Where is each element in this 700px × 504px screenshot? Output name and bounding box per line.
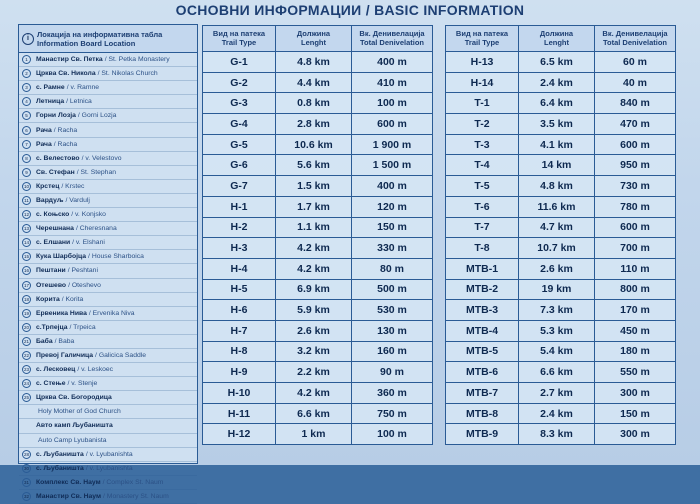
location-name-mk: Черешнана [36, 225, 74, 233]
denivelation-cell: 400 m [352, 176, 433, 197]
trail-type-cell: T-8 [446, 238, 519, 259]
denivelation-cell: 410 m [352, 72, 433, 93]
table-row [446, 300, 676, 321]
length-cell: 0.8 km [276, 93, 352, 114]
location-name-mk: Корита [36, 295, 60, 303]
length-cell: 4.4 km [276, 72, 352, 93]
location-number: 5 [22, 111, 31, 120]
location-name-en: / Ervenika Niva [88, 309, 135, 317]
table-row [203, 300, 433, 321]
location-row [19, 264, 197, 278]
trail-type-cell: G-2 [203, 72, 276, 93]
length-cell: 1 km [276, 424, 352, 445]
location-row [19, 152, 197, 166]
trail-type-cell: H-3 [203, 238, 276, 259]
length-cell: 4.2 km [276, 383, 352, 404]
header-denivelation: Вк. Денивелација Total Denivelation [352, 26, 433, 52]
location-row [19, 307, 197, 321]
location-row [19, 222, 197, 236]
table-row [203, 114, 433, 135]
location-name-en: / v. Stenje [67, 380, 98, 388]
location-row [19, 208, 197, 222]
denivelation-cell: 840 m [595, 93, 676, 114]
location-name-mk: Вардуљ [36, 196, 64, 204]
location-row [19, 194, 197, 208]
location-name-mk: Комплекс Св. Наум [36, 478, 101, 486]
location-number: 16 [23, 268, 29, 274]
trail-type-cell: G-6 [203, 155, 276, 176]
location-row [19, 335, 197, 349]
denivelation-cell: 550 m [595, 362, 676, 383]
length-cell: 5.9 km [276, 300, 352, 321]
table-row [203, 279, 433, 300]
locations-panel [18, 24, 198, 500]
location-name-en: / St. Stephan [76, 168, 117, 176]
denivelation-cell: 80 m [352, 258, 433, 279]
denivelation-cell: 530 m [352, 300, 433, 321]
denivelation-cell: 730 m [595, 176, 676, 197]
location-name-mk: Манастир Св. Наум [36, 492, 102, 500]
location-name-mk: Отешево [36, 281, 67, 289]
location-name-en: Holy Mother of God Church [38, 408, 121, 416]
denivelation-cell: 700 m [595, 238, 676, 259]
location-row [19, 95, 197, 109]
location-row [19, 293, 197, 307]
denivelation-cell: 150 m [352, 217, 433, 238]
location-number: 30 [23, 465, 29, 471]
trail-type-cell: G-1 [203, 52, 276, 73]
length-cell: 4.8 km [276, 52, 352, 73]
location-row [19, 180, 197, 194]
length-cell: 5.4 km [519, 341, 595, 362]
location-name-mk: Пештани [36, 267, 66, 275]
location-number: 18 [23, 296, 29, 302]
location-row [19, 349, 197, 363]
location-number: 32 [23, 493, 29, 499]
location-row [19, 419, 197, 433]
location-name-mk: с. Велестово [36, 154, 80, 162]
table-row [446, 258, 676, 279]
length-cell: 2.6 km [276, 320, 352, 341]
location-row [19, 434, 197, 448]
table-row [446, 403, 676, 424]
length-cell: 6.5 km [519, 52, 595, 73]
location-name-mk: Св. Стефан [36, 168, 75, 176]
denivelation-cell: 300 m [595, 424, 676, 445]
location-name-en: / Korita [61, 295, 84, 303]
location-name-en: / Vardulj [65, 196, 90, 204]
location-name-mk: Ервеника Нива [36, 309, 87, 317]
board-title: ОСНОВНИ ИНФОРМАЦИИ / BASIC INFORMATION [175, 2, 525, 18]
location-name-mk: Баба [36, 337, 53, 345]
table-row [203, 403, 433, 424]
length-cell: 4.2 km [276, 258, 352, 279]
length-cell: 1.1 km [276, 217, 352, 238]
denivelation-cell: 330 m [352, 238, 433, 259]
table-row [446, 279, 676, 300]
location-number: 7 [22, 140, 31, 149]
info-icon: i [22, 33, 34, 45]
location-name-mk: с. Љубаништа [36, 464, 84, 472]
length-cell: 2.2 km [276, 362, 352, 383]
location-name-mk: с. Љубаништа [36, 450, 84, 458]
location-name-en: / Racha [53, 126, 78, 134]
denivelation-cell: 450 m [595, 320, 676, 341]
location-row [19, 321, 197, 335]
length-cell: 6.6 km [519, 362, 595, 383]
location-row [19, 109, 197, 123]
location-number: 19 [23, 310, 29, 316]
denivelation-cell: 750 m [352, 403, 433, 424]
trail-type-cell: G-7 [203, 176, 276, 197]
denivelation-cell: 100 m [352, 93, 433, 114]
denivelation-cell: 170 m [595, 300, 676, 321]
table-row [203, 134, 433, 155]
length-cell: 1.7 km [276, 196, 352, 217]
header-length: Должина Lenght [276, 26, 352, 52]
denivelation-cell: 40 m [595, 72, 676, 93]
location-number: 2 [22, 69, 31, 78]
location-row [19, 53, 197, 67]
denivelation-cell: 500 m [352, 279, 433, 300]
location-name-en: / House Sharboica [88, 253, 144, 261]
table-row [446, 383, 676, 404]
trail-type-cell: T-6 [446, 196, 519, 217]
location-name-en: / v. Leskoec [77, 366, 114, 374]
trail-type-cell: T-7 [446, 217, 519, 238]
denivelation-cell: 1 900 m [352, 134, 433, 155]
location-name-mk: Летница [36, 98, 65, 106]
trails-table-left [202, 25, 433, 445]
table-row [203, 155, 433, 176]
location-name-en: / Trpeica [69, 323, 96, 331]
trail-type-cell: MTB-3 [446, 300, 519, 321]
location-row [19, 363, 197, 377]
location-name-en: / Gorni Lozja [77, 112, 117, 120]
location-number: 9 [22, 168, 31, 177]
trail-type-cell: T-4 [446, 155, 519, 176]
location-name-mk: с. Коњско [36, 211, 70, 219]
location-number: 25 [23, 395, 29, 401]
location-name-en: / v. Ramne [66, 84, 100, 92]
location-name-en: / St. Petka Monastery [104, 56, 170, 64]
trail-type-cell: MTB-6 [446, 362, 519, 383]
header-length: Должина Lenght [519, 26, 595, 52]
trail-type-cell: H-12 [203, 424, 276, 445]
location-name-en: / Peshtani [67, 267, 98, 275]
denivelation-cell: 300 m [595, 383, 676, 404]
denivelation-cell: 600 m [352, 114, 433, 135]
table-row [203, 72, 433, 93]
trail-type-cell: G-3 [203, 93, 276, 114]
table-row [203, 362, 433, 383]
location-number: 3 [22, 83, 31, 92]
table-row [446, 176, 676, 197]
length-cell: 2.4 km [519, 403, 595, 424]
location-name-mk: с. Стење [36, 380, 66, 388]
table-row [203, 217, 433, 238]
location-name-mk: Превој Галичица [36, 352, 94, 360]
location-name-mk: Црква Св. Никола [36, 70, 96, 78]
trail-type-cell: MTB-2 [446, 279, 519, 300]
location-name-mk: с. Рамне [36, 84, 65, 92]
location-name-en: / Galicica Saddle [95, 352, 147, 360]
location-name-mk: Манастир Св. Петка [36, 56, 103, 64]
table-row [203, 176, 433, 197]
location-name-mk: с. Лесковец [36, 366, 76, 374]
table-row [203, 238, 433, 259]
length-cell: 4.8 km [519, 176, 595, 197]
length-cell: 19 km [519, 279, 595, 300]
location-number: 31 [23, 479, 29, 485]
location-name-en: / Baba [54, 337, 75, 345]
table-row [446, 424, 676, 445]
table-row [203, 93, 433, 114]
table-row [446, 114, 676, 135]
length-cell: 11.6 km [519, 196, 595, 217]
trail-type-cell: H-2 [203, 217, 276, 238]
denivelation-cell: 110 m [595, 258, 676, 279]
length-cell: 4.2 km [276, 238, 352, 259]
table-row [203, 341, 433, 362]
location-row [19, 476, 197, 490]
length-cell: 3.5 km [519, 114, 595, 135]
location-name-en: / Krstec [61, 182, 85, 190]
table-row [446, 72, 676, 93]
trail-type-cell: MTB-9 [446, 424, 519, 445]
location-row [19, 81, 197, 95]
location-name-en: / v. Velestovo [81, 154, 122, 162]
denivelation-cell: 600 m [595, 217, 676, 238]
location-number: 1 [22, 55, 31, 64]
location-number: 6 [22, 126, 31, 135]
table-row [446, 238, 676, 259]
trail-type-cell: MTB-4 [446, 320, 519, 341]
denivelation-cell: 780 m [595, 196, 676, 217]
location-row [19, 67, 197, 81]
locations-header [19, 25, 197, 53]
location-row [19, 250, 197, 264]
location-row [19, 462, 197, 476]
location-name-mk: Кука Шарбојца [36, 253, 87, 261]
location-row [19, 138, 197, 152]
length-cell: 5.3 km [519, 320, 595, 341]
length-cell: 5.6 km [276, 155, 352, 176]
denivelation-cell: 60 m [595, 52, 676, 73]
location-name-en: / v. Elshani [72, 239, 105, 247]
length-cell: 3.2 km [276, 341, 352, 362]
length-cell: 2.8 km [276, 114, 352, 135]
location-number: 4 [22, 97, 31, 106]
denivelation-cell: 130 m [352, 320, 433, 341]
table-row [203, 383, 433, 404]
table-row [203, 320, 433, 341]
denivelation-cell: 400 m [352, 52, 433, 73]
table-row [446, 341, 676, 362]
locations-header-en: Information Board Location [37, 38, 136, 48]
denivelation-cell: 160 m [352, 341, 433, 362]
location-name-en: / Complex St. Naum [102, 478, 164, 486]
location-name-mk: Крстец [36, 182, 60, 190]
trail-type-cell: H-6 [203, 300, 276, 321]
trails-table-right [445, 25, 676, 445]
trail-type-cell: H-8 [203, 341, 276, 362]
location-number: 13 [23, 226, 29, 232]
location-number: 8 [22, 154, 31, 163]
length-cell: 4.1 km [519, 134, 595, 155]
header-trail-type: Вид на патека Trail Type [203, 26, 276, 52]
location-number: 24 [23, 381, 29, 387]
location-name-en: / Letnica [66, 98, 92, 106]
location-number: 23 [23, 367, 29, 373]
trail-type-cell: H-1 [203, 196, 276, 217]
trail-type-cell: H-9 [203, 362, 276, 383]
header-denivelation: Вк. Денивелација Total Denivelation [595, 26, 676, 52]
denivelation-cell: 120 m [352, 196, 433, 217]
trail-type-cell: H-11 [203, 403, 276, 424]
location-name-mk: Авто камп Љубаништа [36, 422, 113, 430]
location-name-en: / Monastery St. Naum [103, 492, 169, 500]
location-row [19, 123, 197, 137]
trail-type-cell: H-4 [203, 258, 276, 279]
table-row [446, 93, 676, 114]
location-name-en: / v. Lyubanishta [85, 464, 133, 472]
location-name-mk: Црква Св. Богородица [36, 394, 112, 402]
trail-type-cell: H-10 [203, 383, 276, 404]
trail-type-cell: H-14 [446, 72, 519, 93]
table-row [203, 258, 433, 279]
length-cell: 4.7 km [519, 217, 595, 238]
length-cell: 1.5 km [276, 176, 352, 197]
trail-type-cell: H-5 [203, 279, 276, 300]
location-number: 12 [23, 212, 29, 218]
length-cell: 10.7 km [519, 238, 595, 259]
length-cell: 6.9 km [276, 279, 352, 300]
locations-list [19, 53, 197, 504]
location-number: 21 [23, 338, 29, 344]
denivelation-cell: 150 m [595, 403, 676, 424]
denivelation-cell: 100 m [352, 424, 433, 445]
length-cell: 2.4 km [519, 72, 595, 93]
table-row [446, 362, 676, 383]
denivelation-cell: 800 m [595, 279, 676, 300]
denivelation-cell: 600 m [595, 134, 676, 155]
denivelation-cell: 470 m [595, 114, 676, 135]
location-row [19, 448, 197, 462]
location-number: 10 [23, 183, 29, 189]
table-row [446, 155, 676, 176]
trail-type-cell: G-4 [203, 114, 276, 135]
table-row [446, 52, 676, 73]
trail-type-cell: G-5 [203, 134, 276, 155]
trail-type-cell: MTB-5 [446, 341, 519, 362]
length-cell: 14 km [519, 155, 595, 176]
trail-type-cell: T-3 [446, 134, 519, 155]
denivelation-cell: 950 m [595, 155, 676, 176]
trail-type-cell: T-2 [446, 114, 519, 135]
length-cell: 10.6 km [276, 134, 352, 155]
trail-type-cell: MTB-8 [446, 403, 519, 424]
location-name-mk: Рача [36, 140, 52, 148]
location-number: 15 [23, 254, 29, 260]
location-number: 22 [23, 353, 29, 359]
location-number: 28 [23, 451, 29, 457]
location-number: 17 [23, 282, 29, 288]
trail-type-cell: H-7 [203, 320, 276, 341]
table-row [446, 134, 676, 155]
table-row [446, 320, 676, 341]
location-name-mk: с.Трпејца [36, 323, 68, 331]
table-row [203, 424, 433, 445]
location-name-en: / v. Konjsko [71, 211, 106, 219]
table-row [203, 196, 433, 217]
length-cell: 6.6 km [276, 403, 352, 424]
location-row [19, 391, 197, 405]
header-trail-type: Вид на патека Trail Type [446, 26, 519, 52]
length-cell: 2.6 km [519, 258, 595, 279]
location-row [19, 405, 197, 419]
length-cell: 8.3 km [519, 424, 595, 445]
location-row [19, 490, 197, 504]
table-row [446, 196, 676, 217]
locations-header-mk: Локација на информативна табла [37, 29, 163, 39]
location-row [19, 279, 197, 293]
location-row [19, 236, 197, 250]
location-row [19, 377, 197, 391]
denivelation-cell: 1 500 m [352, 155, 433, 176]
table-row [446, 217, 676, 238]
length-cell: 2.7 km [519, 383, 595, 404]
location-name-en: Auto Camp Lyubanista [38, 436, 107, 444]
trail-type-cell: MTB-7 [446, 383, 519, 404]
location-name-en: / v. Lyubanishta [85, 450, 133, 458]
trail-type-cell: H-13 [446, 52, 519, 73]
location-number: 20 [23, 324, 29, 330]
location-name-en: / Cheresnana [75, 225, 117, 233]
location-name-mk: Рача [36, 126, 52, 134]
table-row [203, 52, 433, 73]
location-number: 14 [23, 240, 29, 246]
denivelation-cell: 90 m [352, 362, 433, 383]
length-cell: 7.3 km [519, 300, 595, 321]
denivelation-cell: 180 m [595, 341, 676, 362]
location-name-en: / Oteshevo [68, 281, 101, 289]
location-name-mk: с. Елшани [36, 239, 71, 247]
trail-type-cell: T-5 [446, 176, 519, 197]
location-number: 11 [22, 196, 31, 205]
trail-type-cell: MTB-1 [446, 258, 519, 279]
trail-type-cell: T-1 [446, 93, 519, 114]
location-name-en: / St. Nikolas Church [97, 70, 158, 78]
location-name-en: / Racha [53, 140, 78, 148]
location-row [19, 166, 197, 180]
location-name-mk: Горни Лозја [36, 112, 76, 120]
length-cell: 6.4 km [519, 93, 595, 114]
denivelation-cell: 360 m [352, 383, 433, 404]
